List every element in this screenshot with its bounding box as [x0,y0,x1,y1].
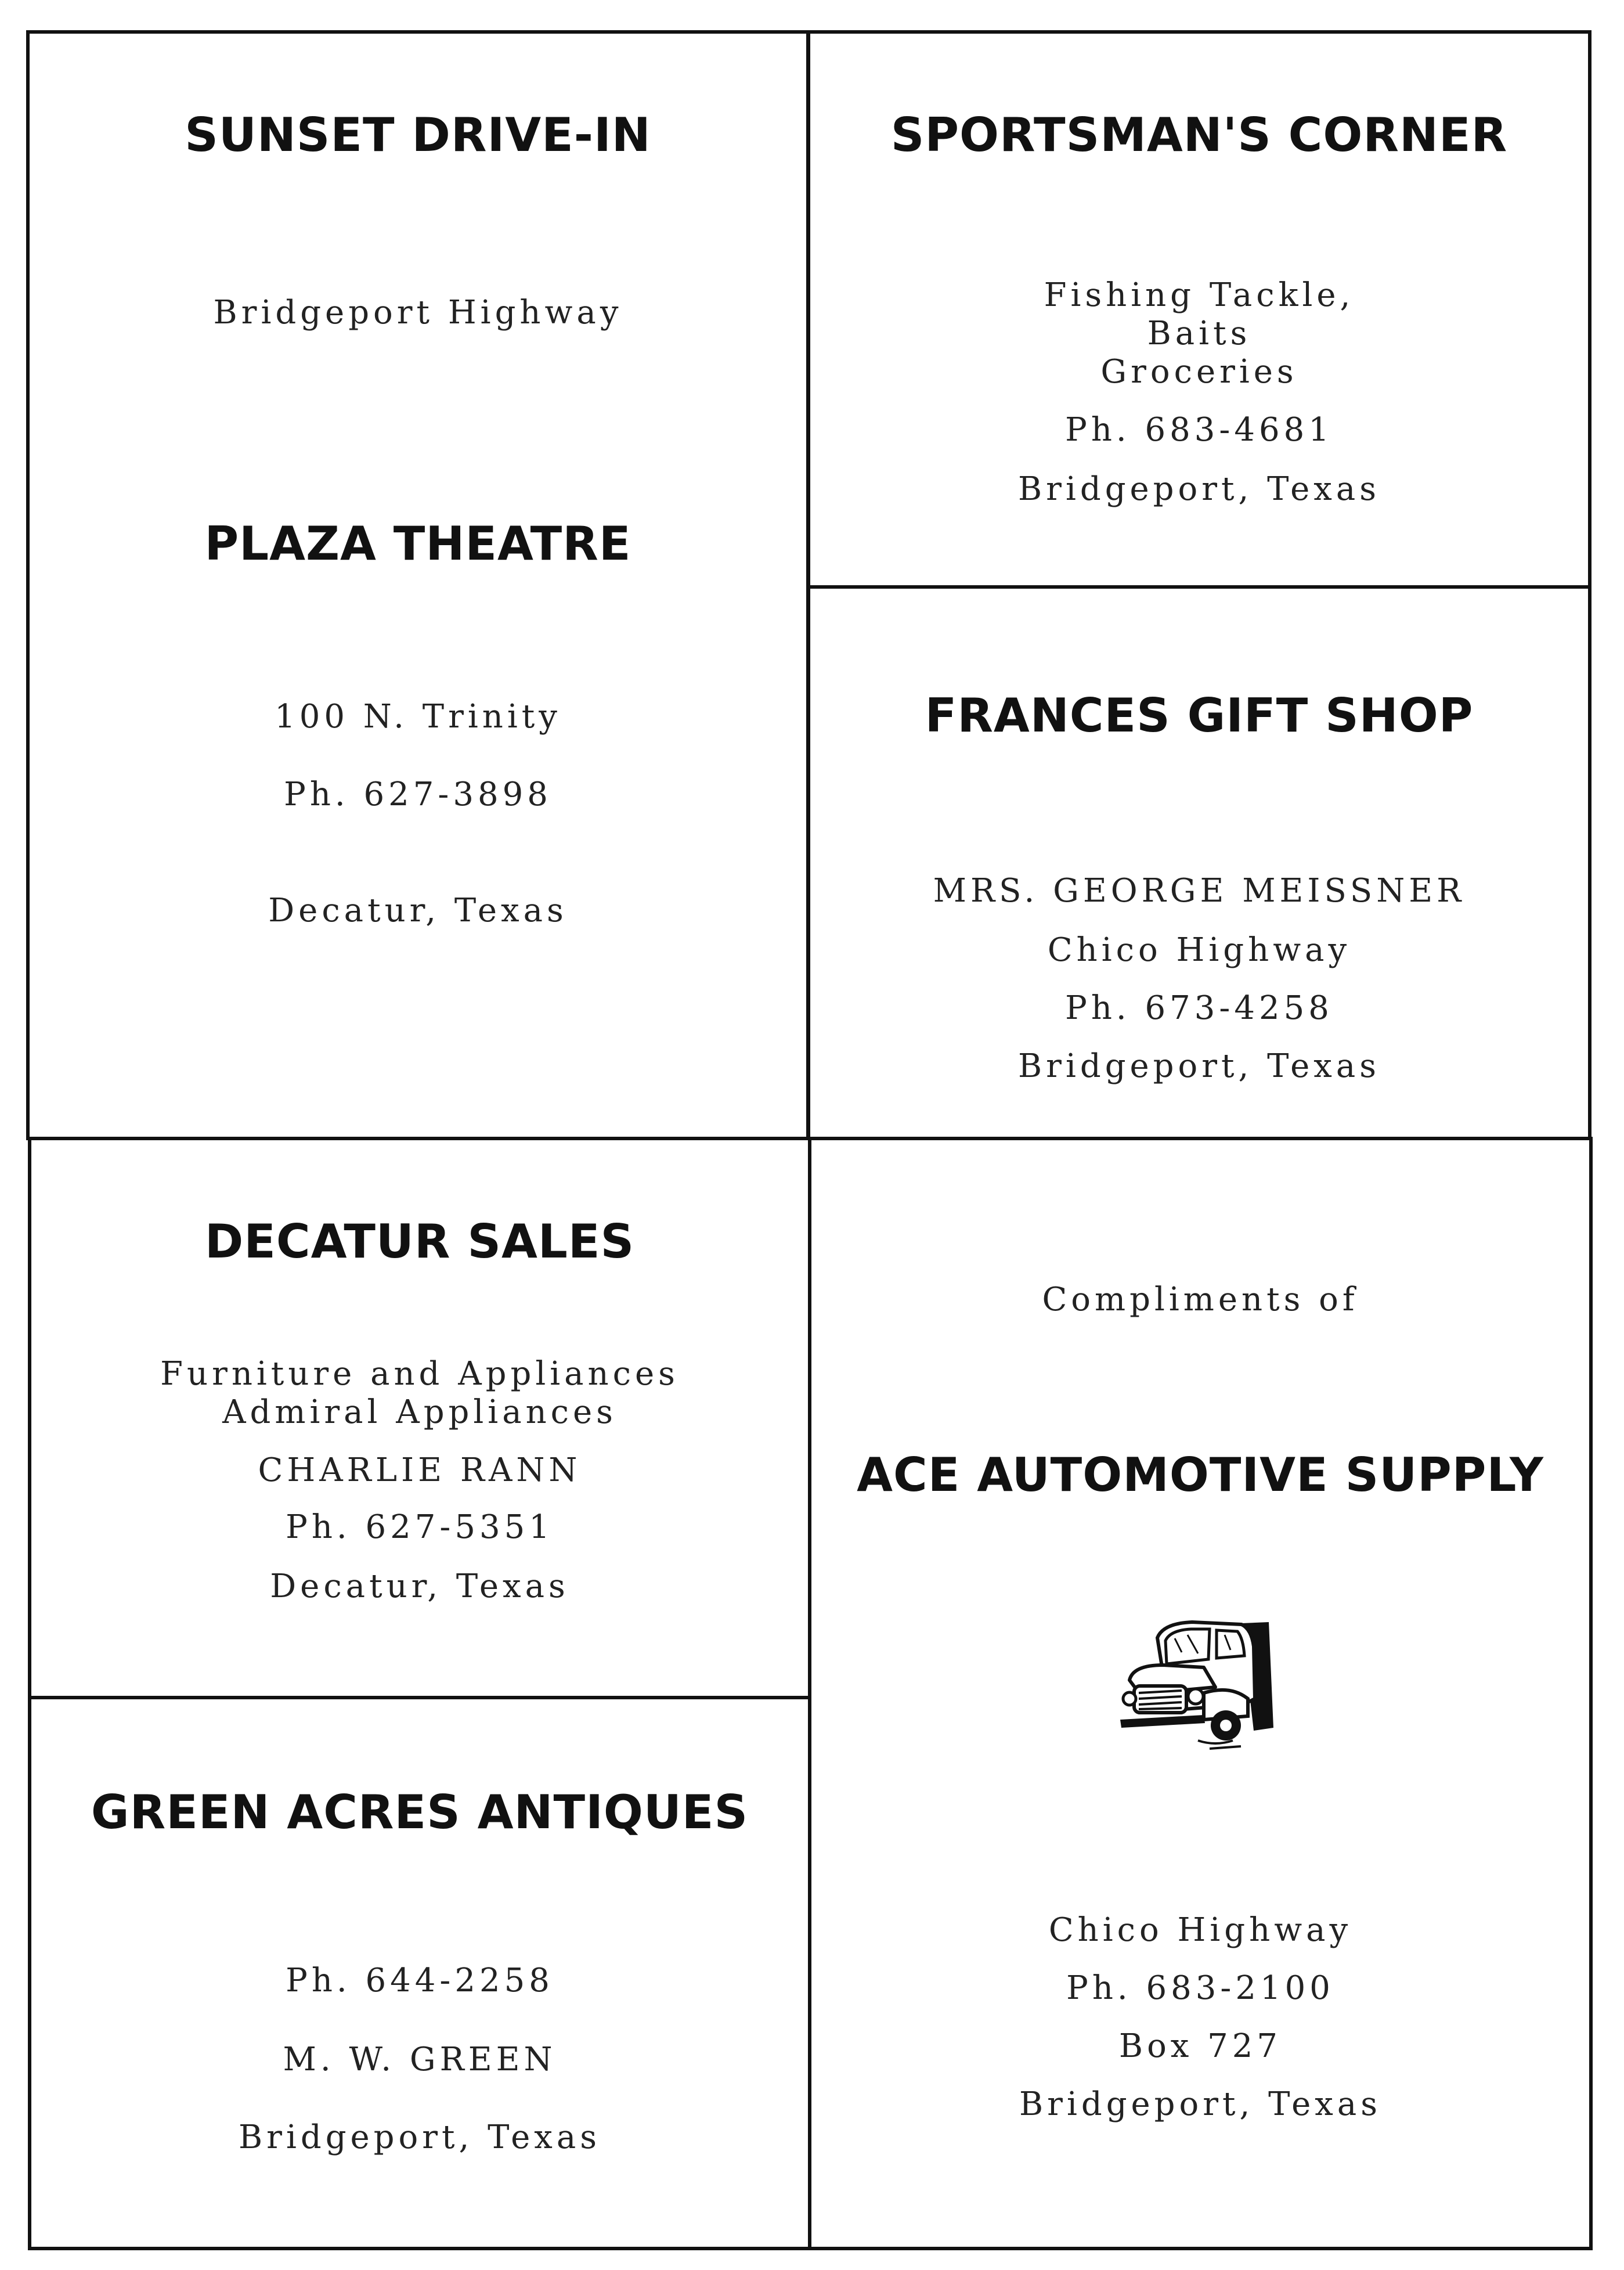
sunset-location: Bridgeport Highway [213,294,623,332]
ace-compliments: Compliments of [1042,1281,1359,1318]
ace-phone: Ph. 683-2100 [1066,1969,1334,2007]
sportsman-line-3: Groceries [1100,353,1298,391]
decatur-sales-city: Decatur, Texas [270,1568,569,1605]
sportsman-line-1: Fishing Tackle, [1044,276,1355,314]
sportsman-line-2: Baits [1147,315,1251,352]
sportsmans-corner-title: SPORTSMAN'S CORNER [890,108,1508,162]
green-acres-owner: M. W. GREEN [283,2041,557,2078]
decatur-sales-title: DECATUR SALES [204,1215,635,1269]
ad-decatur-sales [28,1137,811,1699]
decatur-sales-owner: CHARLIE RANN [258,1451,582,1489]
sunset-drive-in-title: SUNSET DRIVE-IN [185,108,651,162]
sportsman-phone: Ph. 683-4681 [1065,411,1333,449]
decatur-sales-line-2: Admiral Appliances [222,1393,617,1431]
ad-green-acres-antiques [28,1696,811,2250]
green-acres-phone: Ph. 644-2258 [286,1962,554,1999]
ad-ace-automotive-supply [808,1137,1593,2250]
ace-automotive-supply-title: ACE AUTOMOTIVE SUPPLY [857,1448,1544,1502]
ace-address: Chico Highway [1048,1911,1352,1949]
frances-owner: MRS. GEORGE MEISSNER [933,872,1466,910]
frances-gift-shop-title: FRANCES GIFT SHOP [925,689,1474,743]
ad-sunset-plaza [26,30,810,1140]
green-acres-city: Bridgeport, Texas [239,2118,601,2156]
ad-sportsmans-corner [807,30,1591,589]
plaza-theatre-title: PLAZA THEATRE [204,517,631,571]
plaza-address: 100 N. Trinity [275,698,561,736]
sportsman-city: Bridgeport, Texas [1018,470,1380,508]
frances-address: Chico Highway [1047,931,1351,969]
plaza-city: Decatur, Texas [268,892,568,929]
pickup-truck-icon [1117,1612,1291,1763]
green-acres-antiques-title: GREEN ACRES ANTIQUES [91,1785,749,1839]
ace-box: Box 727 [1118,2027,1282,2065]
decatur-sales-line-1: Furniture and Appliances [160,1355,679,1393]
frances-city: Bridgeport, Texas [1018,1047,1380,1085]
ace-city: Bridgeport, Texas [1019,2085,1381,2123]
plaza-phone: Ph. 627-3898 [284,776,552,813]
ad-frances-gift-shop [807,585,1591,1140]
frances-phone: Ph. 673-4258 [1065,989,1333,1027]
decatur-sales-phone: Ph. 627-5351 [286,1508,554,1546]
